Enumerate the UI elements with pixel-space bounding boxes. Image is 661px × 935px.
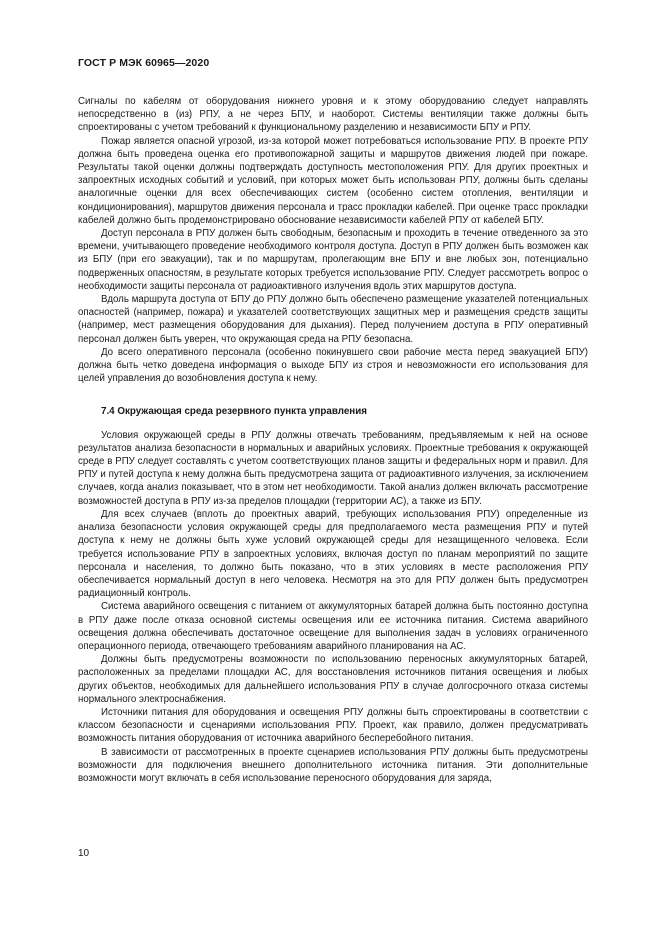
paragraph: Пожар является опасной угрозой, из-за которой может потребоваться использование РПУ. В проекте РПУ должна быть проведена оценка его противопожарной защиты и маршрутов движения людей при пожаре. Результаты такой оценки должны подтверждать доступность местоположения РПУ. Для других проектных и запроектных исходных событий и условий, при которых может быть использован РПУ, должны быть сделаны аналогичные оценки для всех обеспечивающих систем (особенно систем отопления, вентиляции и кондиционирования), маршрутов движения персонала и трасс прокладки кабелей. При оценке трасс прокладки кабелей должно быть продемонстрировано обоснование независимости кабелей РПУ от кабелей БПУ. [78, 135, 588, 226]
paragraph: Сигналы по кабелям от оборудования нижнего уровня и к этому оборудованию следует направлять непосредственно в (из) РПУ, а не через БПУ, и наоборот. Системы вентиляции также должны быть спроектированы с учетом требований к функциональному разделению и независимости БПУ и РПУ. [78, 96, 588, 134]
page-number: 10 [78, 848, 90, 859]
paragraph: Должны быть предусмотрены возможности по использованию переносных аккумуляторных батарей, расположенных за пределами площадки АС, для восстановления источников питания освещения и любых других объектов, необходимых для дальнейшего использования РПУ в случае долгосрочного отказа системы нормального электроснабжения. [78, 654, 588, 705]
section-heading: 7.4 Окружающая среда резервного пункта управления [101, 406, 367, 418]
paragraph: Условия окружающей среды в РПУ должны отвечать требованиям, предъявляемым к ней на основе результатов анализа безопасности в нормальных и аварийных условиях. Проектные требования к окружающей среде в РПУ следует составлять с учетом соответствующих планов защиты и федеральных норм и правил. Для РПУ и путей доступа к нему должна быть предусмотрена защита от радиоактивного излучения, за исключением случаев, когда анализ показывает, что в этом нет необходимости. Такой анализ должен включать рассмотрение возможностей доступа в РПУ из-за пределов площадки (территории АС), а также из БПУ. [78, 429, 588, 507]
paragraph: Вдоль маршрута доступа от БПУ до РПУ должно быть обеспечено размещение указателей потенциальных опасностей (например, пожара) и указателей соответствующих защитных мер и размещения средств защиты (например, мест размещения оборудования для дыхания). Перед получением доступа в РПУ оперативный персонал должен быть уверен, что окружающая среда на РПУ безопасна. [78, 294, 588, 345]
paragraph: До всего оперативного персонала (особенно покинувшего свои рабочие места перед эвакуацией БПУ) должна быть четко доведена информация о выходе БПУ из строя и невозможности его использования для целей управления до возобновления доступа к нему. [78, 346, 588, 385]
paragraph: Источники питания для оборудования и освещения РПУ должны быть спроектированы в соответствии с классом безопасности и сценариями использования РПУ. Проект, как правило, должен предусматривать возможность питания оборудования от источника аварийного бесперебойного питания. [78, 706, 588, 745]
paragraph: Система аварийного освещения с питанием от аккумуляторных батарей должна быть постоянно доступна в РПУ даже после отказа основной системы освещения или ее источника питания. Система аварийного освещения должна обеспечивать достаточное освещение для выполнения задач в условиях ограниченного операционного периода, отвечающего требованиям аварийного планирования на АС. [78, 601, 588, 652]
paragraph: Доступ персонала в РПУ должен быть свободным, безопасным и проходить в течение отведенного за это времени, учитывающего проведение необходимого контроля доступа. Доступ в РПУ должен быть возможен как из БПУ (при его эвакуации), так и по маршрутам, пролегающим вне БПУ и вне любых зон, потенциально подверженных опасностям, в результате которых требуется использование РПУ. Следует рассмотреть вопрос о необходимости защиты персонала от радиоактивного излучения вдоль этих маршрутов доступа. [78, 228, 588, 292]
document-header: ГОСТ Р МЭК 60965—2020 [78, 57, 210, 69]
page-body [78, 95, 588, 785]
paragraph: В зависимости от рассмотренных в проекте сценариев использования РПУ должны быть предусмотрены возможности для подключения внешнего дополнительного источника питания. Эти дополнительные возможности могут включать в себя использование переносного оборудования для заряда, [78, 746, 588, 784]
paragraph: Для всех случаев (вплоть до проектных аварий, требующих использования РПУ) определенные из анализа безопасности условия окружающей среды для предполагаемого места размещения РПУ и путей доступа к нему не должны быть хуже условий окружающей среды для незащищенного человека. Если требуется использование РПУ в запроектных условиях, включая доступ по планам мероприятий по защите персонала и населения, то должно быть показано, что в этих условиях в месте расположения РПУ обеспечивается нормальный доступ в него человека. Несмотря на это для РПУ должен быть предусмотрен радиационный контроль. [78, 508, 588, 600]
